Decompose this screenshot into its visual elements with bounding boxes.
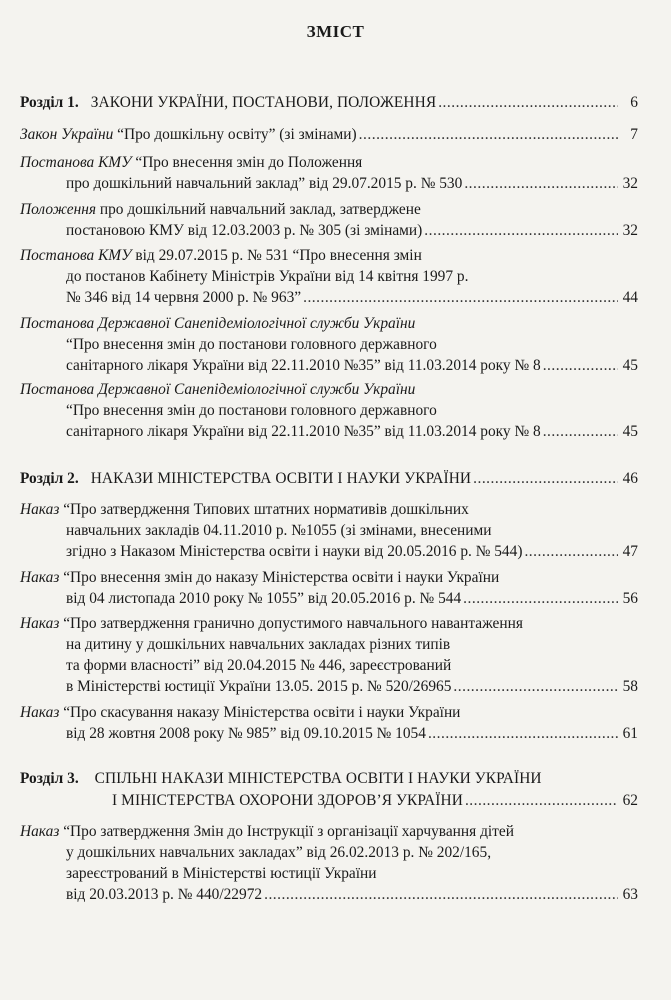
entry-text: “Про затвердження Змін до Інструкції з організації харчування дітей	[63, 823, 514, 840]
section-label: Розділ 2.	[20, 470, 79, 487]
entry-text: “Про скасування наказу Міністерства освіти і науки України	[63, 704, 461, 721]
doc-type: Наказ	[20, 569, 60, 586]
entry-text: “Про дошкільну освіту” (зі змінами)	[117, 126, 357, 143]
page-number: 32	[622, 222, 638, 239]
page-number: 6	[630, 94, 638, 111]
entry-text: від 20.03.2013 р. № 440/22972	[66, 886, 263, 903]
leader-dots	[465, 790, 618, 811]
doc-type: Положення	[20, 201, 97, 218]
page-number: 46	[622, 470, 638, 487]
entry-text: “Про затвердження Типових штатних нормативів дошкільних	[63, 501, 469, 518]
section-label: Розділ 1.	[20, 94, 79, 111]
section-label: Розділ 3.	[20, 770, 79, 787]
entry-text: від 29.07.2015 р. № 531 “Про внесення змін	[135, 247, 422, 264]
entry-text: про дошкільний навчальний заклад” від 29.07.2015 р. № 530	[66, 175, 463, 192]
entry-text: “Про внесення змін до постанови головного державного	[66, 336, 437, 353]
entry-text: зареєстрований в Міністерстві юстиції України	[66, 865, 377, 882]
page-number: 45	[622, 423, 638, 440]
leader-dots	[463, 588, 618, 609]
doc-type: Закон України	[20, 126, 114, 143]
entry-text: санітарного лікаря України від 22.11.2010 №35” від 11.03.2014 року № 8	[66, 357, 541, 374]
page-title: ЗМІСТ	[306, 22, 365, 41]
entry-text: “Про внесення змін до Положення	[135, 154, 363, 171]
leader-dots	[359, 124, 618, 145]
page-number: 7	[630, 126, 638, 143]
leader-dots	[473, 468, 618, 489]
entry-text: № 346 від 14 червня 2000 р. № 963”	[66, 289, 302, 306]
entry-text: згідно з Наказом Міністерства освіти і науки від 20.05.2016 р. № 544)	[66, 543, 523, 560]
entry-text: на дитину у дошкільних навчальних закладах різних типів	[66, 636, 451, 653]
doc-type: Наказ	[20, 704, 60, 721]
entry-text: “Про внесення змін до постанови головного державного	[66, 402, 437, 419]
page-number: 45	[622, 357, 638, 374]
page-number: 47	[622, 543, 638, 560]
leader-dots	[464, 173, 618, 194]
entry-text: навчальних закладів 04.11.2010 р. №1055 (зі змінами, внесеними	[66, 522, 492, 539]
doc-type: Постанова КМУ	[20, 154, 132, 171]
page-number: 61	[622, 725, 638, 742]
doc-type: Постанова Державної Санепідеміологічної служби України	[20, 381, 416, 398]
leader-dots	[524, 541, 618, 562]
entry-text: про дошкільний навчальний заклад, затверджене	[99, 201, 421, 218]
doc-type: Наказ	[20, 823, 60, 840]
leader-dots	[543, 421, 618, 442]
section-title: НАКАЗИ МІНІСТЕРСТВА ОСВІТИ І НАУКИ УКРАЇНИ	[90, 470, 472, 487]
section-title: СПІЛЬНІ НАКАЗИ МІНІСТЕРСТВА ОСВІТИ І НАУКИ УКРАЇНИ	[94, 770, 542, 787]
leader-dots	[264, 884, 618, 905]
entry-text: від 04 листопада 2010 року № 1055” від 20.05.2016 р. № 544	[66, 590, 462, 607]
leader-dots	[303, 287, 618, 308]
page-number: 56	[622, 590, 638, 607]
entry-text: до постанов Кабінету Міністрів України від 14 квітня 1997 р.	[66, 268, 469, 285]
doc-type: Наказ	[20, 615, 60, 632]
page-number: 32	[622, 175, 638, 192]
page-number: 63	[622, 886, 638, 903]
leader-dots	[438, 92, 618, 113]
entry-text: в Міністерстві юстиції України 13.05. 2015 р. № 520/26965	[66, 678, 452, 695]
doc-type: Постанова Державної Санепідеміологічної служби України	[20, 315, 416, 332]
section-title: ЗАКОНИ УКРАЇНИ, ПОСТАНОВИ, ПОЛОЖЕННЯ	[90, 94, 437, 111]
entry-text: постановою КМУ від 12.03.2003 р. № 305 (зі змінами)	[66, 222, 423, 239]
leader-dots	[424, 220, 618, 241]
page-number: 44	[622, 289, 638, 306]
entry-text: санітарного лікаря України від 22.11.2010 №35” від 11.03.2014 року № 8	[66, 423, 541, 440]
section-title-line-2: І МІНІСТЕРСТВА ОХОРОНИ ЗДОРОВ’Я УКРАЇНИ	[112, 792, 463, 809]
doc-type: Постанова КМУ	[20, 247, 132, 264]
entry-text: “Про затвердження гранично допустимого навчального навантаження	[63, 615, 523, 632]
page-number: 58	[622, 678, 638, 695]
leader-dots	[453, 676, 618, 697]
entry-text: та форми власності” від 20.04.2015 № 446, зареєстрований	[66, 657, 452, 674]
entry-text: у дошкільних навчальних закладах” від 26.02.2013 р. № 202/165,	[66, 844, 492, 861]
leader-dots	[543, 355, 618, 376]
page-number: 62	[622, 792, 638, 809]
entry-text: “Про внесення змін до наказу Міністерства освіти і науки України	[63, 569, 500, 586]
entry-text: від 28 жовтня 2008 року № 985” від 09.10.2015 № 1054	[66, 725, 426, 742]
doc-type: Наказ	[20, 501, 60, 518]
leader-dots	[428, 723, 618, 744]
